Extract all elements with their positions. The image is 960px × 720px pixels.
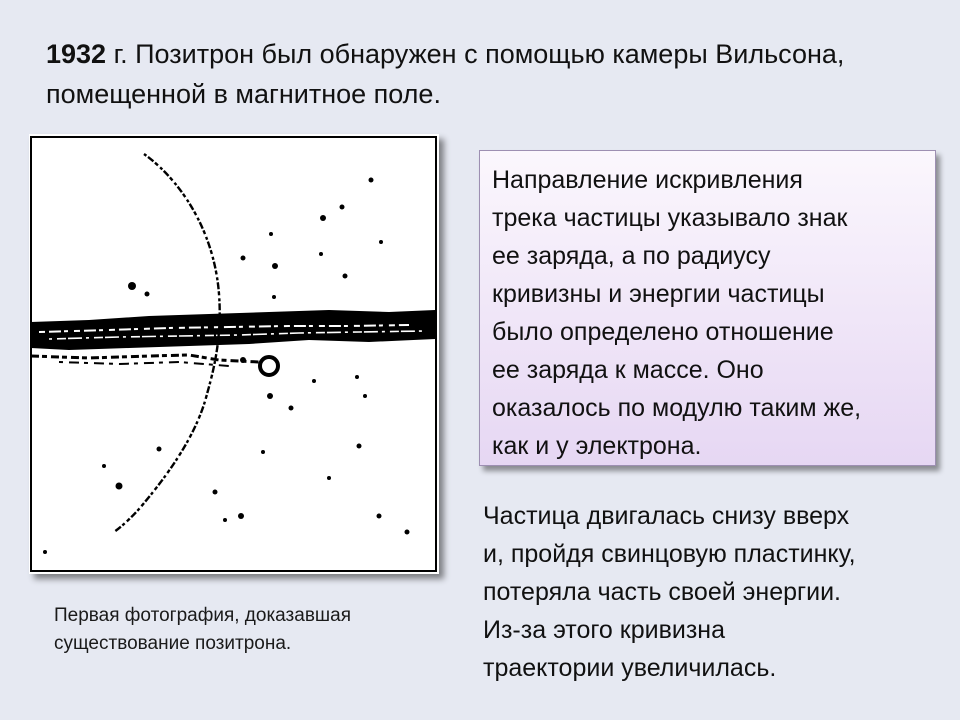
explanation-text bbox=[492, 161, 923, 465]
explanation-line: оказалось по модулю таким же, bbox=[492, 394, 862, 422]
explanation-line: кривизны и энергии частицы bbox=[492, 280, 825, 308]
motion-line: Из-за этого кривизна bbox=[483, 616, 725, 644]
slide-heading bbox=[46, 34, 926, 114]
explanation-line: ее заряда, а по радиусу bbox=[492, 242, 771, 270]
heading-line-1-text: г. Позитрон был обнаружен с помощью камеры Вильсона, bbox=[106, 39, 845, 69]
motion-description bbox=[483, 497, 943, 687]
motion-line: потеряла часть своей энергии. bbox=[483, 578, 841, 606]
explanation-box bbox=[479, 150, 936, 466]
motion-line: траектории увеличилась. bbox=[483, 654, 777, 682]
motion-line: Частица двигалась снизу вверх bbox=[483, 502, 850, 530]
cloud-chamber-image bbox=[29, 134, 439, 574]
heading-line-2: помещенной в магнитное поле. bbox=[46, 79, 441, 109]
photo-caption-line-1: Первая фотография, доказавшая bbox=[54, 605, 352, 626]
heading-line-1 bbox=[46, 34, 926, 74]
explanation-line: Направление искривления bbox=[492, 166, 803, 194]
explanation-line: было определено отношение bbox=[492, 318, 834, 346]
photo-frame bbox=[31, 137, 436, 571]
photo-caption bbox=[54, 602, 414, 658]
heading-year: 1932 bbox=[46, 39, 107, 69]
explanation-line: как и у электрона. bbox=[492, 432, 702, 460]
cloud-chamber-photo bbox=[29, 134, 439, 574]
motion-line: и, пройдя свинцовую пластинку, bbox=[483, 540, 856, 568]
explanation-line: трека частицы указывало знак bbox=[492, 204, 848, 232]
explanation-line: ее заряда к массе. Оно bbox=[492, 356, 764, 384]
photo-caption-line-2: существование позитрона. bbox=[54, 633, 292, 654]
